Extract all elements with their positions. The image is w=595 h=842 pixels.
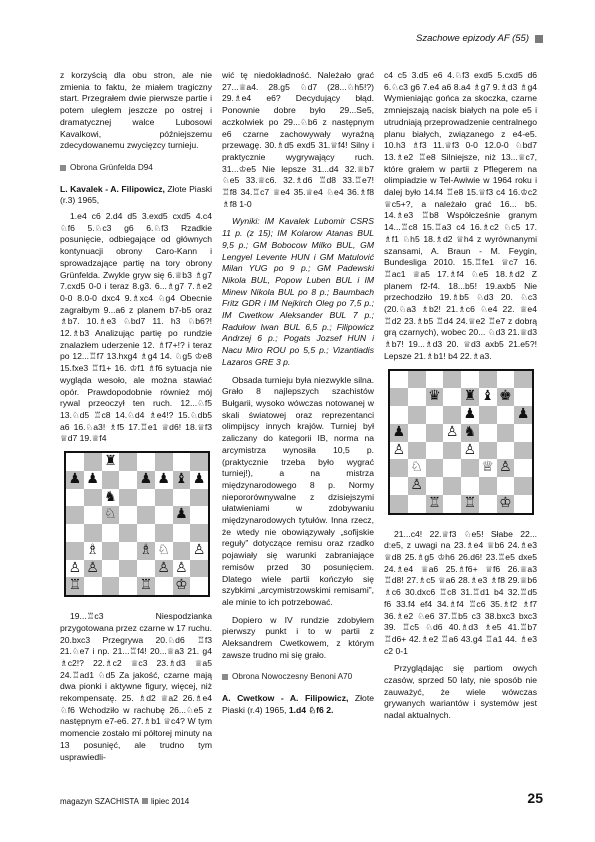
board-square xyxy=(497,371,515,389)
board-square xyxy=(408,388,426,406)
board-square xyxy=(137,560,155,578)
board-square xyxy=(66,489,84,507)
footer-square-icon xyxy=(142,798,148,804)
chess-piece-square: ♟ xyxy=(137,471,155,489)
board-square xyxy=(155,489,173,507)
chess-piece-square: ♗ xyxy=(137,542,155,560)
board-square xyxy=(137,524,155,542)
board-square xyxy=(426,424,444,442)
col2-paragraph-2: Obsada turnieju była niezwykle silna. Grało 8 najlepszych szachistów Bułgarii, wysoko wówczas notowanej w skali światowej oraz reprezentanci olimpijscy innych krajów. Turniej był zaliczany do kategorii IB, norma na arcymistrza wynosiła 10,5 p. (praktycznie trzeba było wygrać turniej!), a na mistrza międzynarodowego 8 p. Normy niepororównywalne z dzisiejszymi ułatwieniami w zdobywaniu międzynarodowych tytułów. Inna rzecz, że wtedy nie obowiązywały „sofijskie reguły” dotyczące remisu oraz rzadko pojawiały się warunki zabraniające remisów przed 30 posunięciem. Dlatego wiele partii kończyło się szybkimi „arcymistrzowskimi remisami”, ale minie to ich potrzebować. xyxy=(222,374,374,607)
board-square xyxy=(479,424,497,442)
game-header-1 xyxy=(60,184,212,207)
tournament-results: Wyniki: IM Kavalek Lubomir CSRS 11 p. (z 15); IM Kolarow Atanas BUL 9,5 p.; GM Bobocow Milko BUL, GM Lengyel Levente HUN i GM Matulović Milan YUG po 9 p.; GM Padewski Nikola BUL, Popow Luben BUL i IM Minew Nikola BUL po 8 p.; Baumbach Fritz GDR i IM Nejkirch Oleg po 7,5 p.; IM Cwetkow Aleksander BUL 7 p.; Radułow Iwan BUL 6,5 p.; Filipowicz Andrzej 6 p.; Pogats Jozsef HUN i Nacu Miro ROU po 5,5 p.; Vizantiadis Lazaros GRE 3 p. xyxy=(222,216,374,367)
chess-piece-square: ♔ xyxy=(173,577,191,595)
board-square xyxy=(119,542,137,560)
game-players: L. Kavalek - A. Filipowicz, xyxy=(60,183,165,194)
footer-issue: lipiec 2014 xyxy=(150,797,190,806)
board-square xyxy=(119,471,137,489)
page-number: 25 xyxy=(527,790,543,806)
board-square xyxy=(119,560,137,578)
chess-piece-square: ♟ xyxy=(390,424,408,442)
board-square xyxy=(479,477,497,495)
column-1 xyxy=(60,70,212,769)
board-square xyxy=(190,577,208,595)
board-square xyxy=(102,577,120,595)
board-square xyxy=(190,489,208,507)
board-square xyxy=(426,406,444,424)
column-2 xyxy=(222,70,374,723)
board-square xyxy=(408,495,426,513)
board-square xyxy=(390,477,408,495)
board-square xyxy=(514,477,532,495)
board-square xyxy=(514,424,532,442)
board-square xyxy=(190,524,208,542)
chess-piece-square: ♙ xyxy=(497,459,515,477)
board-square xyxy=(443,442,461,460)
chess-piece-square: ♟ xyxy=(155,471,173,489)
page-footer xyxy=(60,790,543,806)
chess-piece-square: ♙ xyxy=(84,560,102,578)
col1-paragraph-1: z korzyścią dla obu stron, ale nie zmienia to faktu, że miałem tragiczny start. Przegrałem dwie pierwsze partie i potem uległem jeszcze po ostrej i dramatycznej walce Lubosowi Kavalkowi, późniejszemu zdecydowanemu zwycięzcy turnieju. xyxy=(60,70,212,151)
opening-square-icon xyxy=(222,674,228,680)
chess-piece-square: ♟ xyxy=(84,471,102,489)
board-square xyxy=(173,489,191,507)
board-square xyxy=(497,406,515,424)
board-square xyxy=(102,542,120,560)
opening-square-icon xyxy=(60,165,66,171)
board-square xyxy=(173,524,191,542)
chess-piece-square: ♜ xyxy=(461,388,479,406)
board-square xyxy=(497,424,515,442)
col3-paragraph-3: Przyglądając się partiom owych czasów, sprzed 50 laty, nie sposób nie zauważyć, że wiele wówczas grywanych wariantów i systemów jest nadal aktualnych. xyxy=(384,663,537,721)
chess-piece-square: ♖ xyxy=(66,577,84,595)
col3-paragraph-1: c4 c5 3.d5 e6 4.♘f3 exd5 5.cxd5 d6 6.♘c3 g6 7.e4 a6 8.a4 ♗g7 9.♗d3 ♗g4 Wymieniając gońca za skoczka, czarne zmniejszają nacisk białych na pole e5 i utrudniają przeprowadzenie centralnego planu białych, związanego z e4-e5. 10.h3 ♗f3 11.♕f3 0-0 12.0-0 ♘bd7 13.♗e2 ♖e8 Silniejsze, niż 13...♕c7, które grałem w partii z Pflegerem na olimpiadzie w Tel-Awiwie w 1964 roku i dalej było 14.f4 ♖e8 15.♕f3 c4 16.♔c2 ♕c5+?, a należało grać 16... b5. 14.♗e3 ♖b8 Współcześnie granym 14...♖c8 15.♖a3 c4 16.♗c2 ♘c5 17. ♗f1 ♘h5 18.♗d2 ♕h4 z wyrównanymi szansami, A. Braun - M. Feygin, Bundesliga 2010. 15.♖fe1 ♕c7 16. ♖ac1 ♕a5 17.♗f4 ♘e5 18.♗d2 Z planem f2-f4. 18...b5! 19.axb5 Nie przechodziło 19.♗b5 ♘d3 20. ♘c3 (20.♘a3 ♗b2! 21.♗c6 ♘e4 22. ♕e4 ♖d2 23.♗b5 ♖d4 24.♕e2 ♖e7 z dobrą grą czarnych), wobec 20... ♘d3 21.♕d3 ♗b7! 19...♗d3 20. ♕d3 axb5 21.e5?! Lepsze 21.♗b1! b4 22.♗a3. xyxy=(384,70,537,361)
board-square xyxy=(514,459,532,477)
board-square xyxy=(155,453,173,471)
chess-piece-square: ♟ xyxy=(173,506,191,524)
board-square xyxy=(479,371,497,389)
board-square xyxy=(479,495,497,513)
chess-piece-square: ♟ xyxy=(461,406,479,424)
board-square xyxy=(119,577,137,595)
board-square xyxy=(514,388,532,406)
opening-name: Obrona Grünfelda D94 xyxy=(70,162,153,172)
chess-piece-square: ♙ xyxy=(190,542,208,560)
board-square xyxy=(426,477,444,495)
board-square xyxy=(443,495,461,513)
board-square xyxy=(102,524,120,542)
board-square xyxy=(173,453,191,471)
chess-piece-square: ♘ xyxy=(155,542,173,560)
col2-paragraph-1: wić tę niedokładność. Należało grać 27...♕a4. 28.g5 ♘d7 (28...♘h5!?) 29.♗e4 e6? Decydujący błąd. Ponownie dobre było 29...Se5, aczkolwiek po 29...♘b6 z następnym e6 czarne zachowywały wyraźną przewagę. 30.♗d5 exd5 31.♕f4! Silny i praktycznie wygrywający ruch. 31...♔e5 Nie lepsze 31...d4 32.♕b7 ♘e5 33.♕c6. 32.♗d6 ♖d8 33.♖e7! ♖f8 34.♖c7 ♕e4 35.♕e4 ♘e4 36.♗f8 ♗f8 1-0 xyxy=(222,70,374,209)
board-square xyxy=(461,477,479,495)
board-square xyxy=(66,453,84,471)
chess-piece-square: ♔ xyxy=(497,495,515,513)
board-square xyxy=(408,424,426,442)
board-square xyxy=(155,577,173,595)
chess-piece-square: ♗ xyxy=(84,542,102,560)
opening-name: Obrona Nowoczesny Benoni A70 xyxy=(232,672,353,682)
board-square xyxy=(190,453,208,471)
game-place: Złote Piaski (r.3) 1965, xyxy=(60,183,213,206)
chess-piece-square: ♙ xyxy=(390,442,408,460)
chess-piece-square: ♙ xyxy=(408,477,426,495)
board-square xyxy=(84,489,102,507)
chess-piece-square: ♚ xyxy=(497,388,515,406)
board-square xyxy=(479,442,497,460)
board-square xyxy=(514,371,532,389)
chess-diagram-1 xyxy=(64,451,210,597)
game-place: Złote Piaski (r.4) 1965, xyxy=(222,693,374,715)
board-square xyxy=(190,506,208,524)
chess-piece-square: ♛ xyxy=(426,388,444,406)
opening-label-1 xyxy=(60,162,212,174)
chess-piece-square: ♘ xyxy=(408,459,426,477)
board-square xyxy=(155,524,173,542)
board-square xyxy=(173,542,191,560)
board-square xyxy=(426,442,444,460)
board-square xyxy=(102,471,120,489)
chess-piece-square: ♜ xyxy=(102,453,120,471)
opening-label-2 xyxy=(222,671,374,683)
header-square-icon xyxy=(535,35,543,43)
board-square xyxy=(66,524,84,542)
board-square xyxy=(137,453,155,471)
chess-piece-square: ♙ xyxy=(443,424,461,442)
footer-publication xyxy=(60,797,189,806)
game-header-2 xyxy=(222,693,374,716)
chess-piece-square: ♖ xyxy=(461,495,479,513)
board-square xyxy=(84,506,102,524)
chess-piece-square: ♝ xyxy=(479,388,497,406)
col1-paragraph-3: 19...♖c3 Niespodzianka przygotowana przez czarne w 17 ruchu. 20.bxc3 Przegrywa 20.♘d6 ♖f3 21.♘e7 i np. 21...♖f4! 20...♕a3 21. g4 ♗c2!? 22.♗c2 ♕c3 23.♗d3 ♕a5 24.♖ad1 ♘d5 Za jakość, czarne mają dwa pionki i aktywne figury, więcej, niż rekompensatę. 25. ♗d2 ♕a2 26.♗e4 ♘f6 Wchodziło w rachubę 26...♘e5 z następnym e7-e6. 27.♗b1 ♕c4? W tym momencie zostało mi półtorej minuty na 13 posunięć, ale trudno tym usprawiedli- xyxy=(60,611,212,762)
board-square xyxy=(443,388,461,406)
footer-magazine: magazyn SZACHISTA xyxy=(60,797,139,806)
board-square xyxy=(514,442,532,460)
chess-piece-square: ♖ xyxy=(426,495,444,513)
board-square xyxy=(119,453,137,471)
board-square xyxy=(426,459,444,477)
board-square xyxy=(479,406,497,424)
col2-paragraph-3: Dopiero w IV rundzie zdobyłem pierwszy punkt i to w partii z Aleksandrem Cwetkowem, z którym zawsze trudno mi się grało. xyxy=(222,614,374,660)
board-square xyxy=(461,371,479,389)
chess-piece-square: ♝ xyxy=(173,471,191,489)
chess-piece-square: ♙ xyxy=(155,560,173,578)
board-square xyxy=(408,406,426,424)
chess-piece-square: ♖ xyxy=(137,577,155,595)
header-title: Szachowe epizody AF (55) xyxy=(415,33,529,44)
game-players: A. Cwetkow - A. Filipowicz, xyxy=(222,693,349,704)
board-square xyxy=(137,489,155,507)
chess-piece-square: ♙ xyxy=(173,560,191,578)
col3-paragraph-2: 21...c4! 22.♕f3 ♘e5! Słabe 22... d:e5, z uwagi na 23.♗e4 ♕b6 24.♗e3 ♕d8 25.♗g5 ♔h6 26.d6! 23.♖e5 dxe5 24.♗e4 ♕a6 25.♗f6+ ♕f6 26.♕a3 ♖d8! 27.♗c5 ♕a6 28.♗e3 ♗f8 29.♕b6 ♗c6 30.dxc6 ♖c8 31.♖d1 b4 32.♖d5 f6 33.f4 ef4 34.♗f4 ♖c6 35.♗f2 ♗f7 36.♗e2 ♘e6 37.♖b5 c3 38.bxc3 bxc3 39. ♖c5 ♘d6 40.♗d3 ♗e5 41.♖b7 ♖d6+ 42.♗e2 ♖a6 43.g4 ♖a1 44. ♗e3 c2 0-1 xyxy=(384,528,537,656)
board-square xyxy=(84,577,102,595)
board-square xyxy=(84,524,102,542)
chess-piece-square: ♙ xyxy=(66,560,84,578)
board-square xyxy=(408,442,426,460)
chess-diagram-2 xyxy=(388,369,534,515)
board-square xyxy=(461,459,479,477)
board-square xyxy=(443,459,461,477)
board-square xyxy=(390,388,408,406)
board-square xyxy=(443,371,461,389)
board-square xyxy=(443,406,461,424)
chess-piece-square: ♟ xyxy=(514,406,532,424)
board-square xyxy=(390,459,408,477)
game-moves: 1.d4 ♘f6 2. xyxy=(288,704,334,715)
board-square xyxy=(119,506,137,524)
board-square xyxy=(497,477,515,495)
chess-piece-square: ♟ xyxy=(190,471,208,489)
board-square xyxy=(426,371,444,389)
board-square xyxy=(155,506,173,524)
running-header xyxy=(416,33,543,44)
board-square xyxy=(514,495,532,513)
board-square xyxy=(190,560,208,578)
board-square xyxy=(408,371,426,389)
board-square xyxy=(119,524,137,542)
board-square xyxy=(137,506,155,524)
board-square xyxy=(390,406,408,424)
column-3 xyxy=(384,70,537,728)
board-square xyxy=(390,371,408,389)
board-square xyxy=(390,495,408,513)
board-square xyxy=(102,560,120,578)
chess-piece-square: ♞ xyxy=(461,424,479,442)
col1-game-text: 1.e4 c6 2.d4 d5 3.exd5 cxd5 4.c4 ♘f6 5.♘c3 g6 6.♘f3 Rzadkie posunięcie, odbiegające od głównych kontynuacji obrony Caro-Kann i sprowadzające partię na tory obrony Grünfelda. Zwykle gryw się 6.♕b3 ♗g7 7.cxd5 0-0 i teraz 8.g3. 6...♗g7 7.♗e2 0-0 8.0-0 dxc4 9.♗xc4 ♘g4 Obecnie zagrałbym 9...a6 z planem b7-b5 oraz ♗b7. 10.♗e3 ♘bd7 11. h3 ♘b6?! 12.♗b3 Analizując partię po rundzie znalazłem uderzenie 12. ♗f7+!? i teraz po 12...♖f7 13.hxg4 ♗g4 14. ♘g5 ♔e8 15.fxe3 ♖f1+ 16. ♔f1 ♗f6 sytuacja nie wygląda wesoło, ale można stawiać opór. Prawdopodobnie również mój rywal przeoczył ten ruch. 12...♘f5 13.♘d5 ♖c8 14.♘d4 ♗e4!? 15.♘db5 a6 16.♘a3! ♗f5 17.♖e1 ♕d6! 18.♕f3 ♕d7 19.♕f4 xyxy=(60,211,212,444)
chess-piece-square: ♙ xyxy=(461,442,479,460)
board-square xyxy=(66,506,84,524)
chess-piece-square: ♘ xyxy=(102,506,120,524)
board-square xyxy=(443,477,461,495)
board-square xyxy=(84,453,102,471)
board-square xyxy=(497,442,515,460)
chess-piece-square: ♕ xyxy=(479,459,497,477)
board-square xyxy=(66,542,84,560)
chess-piece-square: ♟ xyxy=(66,471,84,489)
board-square xyxy=(119,489,137,507)
chess-piece-square: ♞ xyxy=(102,489,120,507)
